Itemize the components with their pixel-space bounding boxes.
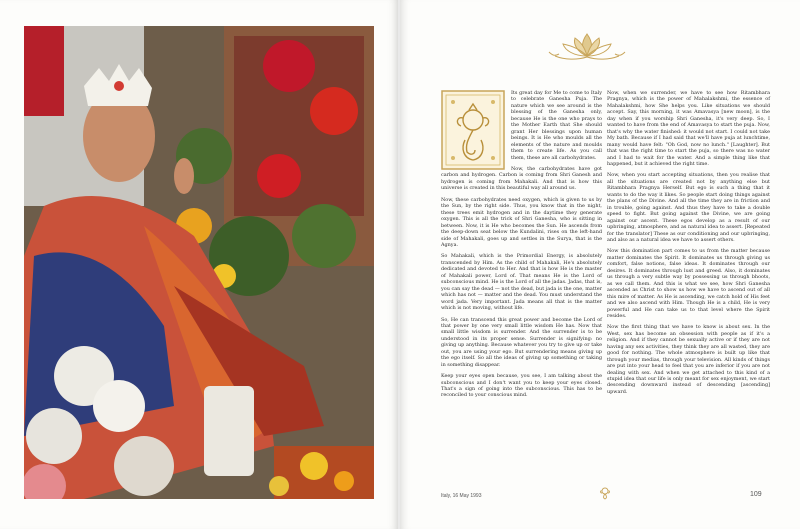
article-column-2 — [607, 90, 770, 400]
left-page — [0, 0, 398, 529]
paragraph: So Mahakali, which is the Primordial Energy, is absolutely transcended by Him. As the child of Mahakali, He's absolutely dedicated and devoted to Her. And that is how He is the master of Mahakali power, Lord of. That means He is the Lord of subconscious mind. He is the Lord of all the jadas. Jadas, that is, you can say the dead — not the dead, but jada is the one, matter which has not — matter and the dead. You must understand the word jada. Very important. Jada means all that is the matter which is not moving, without life. — [441, 253, 602, 312]
paragraph: Keep your eyes open because, you see, I am talking about the subconscious and I don't want you to keep your eyes closed. That's a sign of going into the subconscious. This has to be reconciled to your conscious mind. — [441, 373, 602, 399]
paragraph: Now, the carbohydrates have got carbon and hydrogen. Carbon is coming from Shri Ganesh and hydrogen is coming from Mahakali. And that is how this universe is created in this beautiful way all around us. — [441, 165, 602, 192]
ganesha-footer-icon — [598, 486, 612, 500]
paragraph: Its great day for Me to come to Italy to celebrate Ganesha Puja. The nature which we see around is the blessing of the Ganesha only, because He is the one who prays to the Mother Earth that She should grant Her blessings upon human beings. It is He who moulds all the elements of the nature and moulds them to create life. As you call them, these are all carbohydrates. — [511, 90, 602, 161]
footer-caption: Italy, 16 May 1993 — [441, 493, 482, 499]
photo-icon — [24, 26, 374, 499]
paragraph: Now, these carbohydrates need oxygen, which is given to us by the Sun, by the right side. Thus, you know that in the night, these trees emit hydrogen and in the daytime they generate oxygen. This is all the trick of Shri Ganesha, who is sitting in between. Now, it is He who becomes the Sun. He ascends from the deep-down seat below the Kundalini, rises on the left-hand side of Mahakali, goes up and settles in the Surya, that is the Agnya. — [441, 196, 602, 248]
lotus-ornament-icon — [545, 30, 629, 64]
article-column-1 — [441, 90, 602, 404]
paragraph: Now, when we surrender, we have to see how Ritambhara Pragnya, which is the power of Mahalakshmi, the essence of Mahalakshmi, how She helps you. Like situations we should accept. Say, this morning, it was Amavasya [new moon], is the day when if you worship Shri Ganesha, it's very deep. So, I wanted to have from the end of Amavasya to start the puja. Now, that's why the water finished: it would not start. I could not take My bath. Because if I had said that we'll have puja at lunchtime, many would have felt: "Oh God, now no lunch." [Laughter]. But that was the right time to start the puja, so there was no water and I had to wait for the water. And a simple thing like that happened, but it achieved the right time. — [607, 90, 770, 167]
paragraph: Now this domination part comes to us from the matter because matter dominates the Spirit. It dominates us through giving us comfort, false notions, false ideas. It dominates through our desires. It dominates through lust and greed. Also, it dominates us through a very subtle way by possessing us through bhoots, as we call them. And this is what we see, how Shri Ganesha ascended as Christ to show us how we have to ascend out of all this mire of matter. As He is ascending, we catch hold of His feet and we also ascend with Him. Though He is a child, He is very powerful and He can take us to that level where the Spirit resides. — [607, 248, 770, 319]
paragraph: So, He can transcend this great power and become the Lord of that power by one very small little wisdom He has. Now that small little wisdom is surrender. And the surrender is to be understood in its proper sense. Surrender is signifying: no giving up anything. Because whatever you try to give up or take out, you are using your ego. But surrendering means giving up the ego itself. So all the ideas of giving up something or taking in something disappear. — [441, 316, 602, 368]
page-number: 109 — [750, 491, 762, 498]
paragraph: Now, when you start accepting situations, then you realise that all the situations are created not by anything else but Ritambhara Pragnya Herself. But ego is such a thing that it wants to do the way it likes. So people start doing things against the plans of the Divine. And all the time they are in friction and in trouble, going against. And thus they have to take a double speed to fight. But going against the Divine, we are going against our ascent. These egos develop as a result of our upbringing, atmosphere, and as natural idea to assert. [Repeated for the translator] These as our conditioning and our upbringing, and also as a natural idea we have to assert others. — [607, 172, 770, 243]
ganesha-dropcap-icon — [441, 90, 505, 170]
paragraph: Now the first thing that we have to know is about sex. In the West, sex has become an obsession with people as if it's a religion. And if they cannot be sexually active or if they are not having any sex activities, they think they are all wasted, they are good for nothing. The whole atmosphere is built up like that through your medias, through your television. All kinds of things are put into your head to feel that you are inferior if you are not dealing with sex. And when we get attached to this kind of a stupid idea that our life is only meant for sex enjoyment, we start descending downward instead of descending [ascending] upward. — [607, 324, 770, 395]
